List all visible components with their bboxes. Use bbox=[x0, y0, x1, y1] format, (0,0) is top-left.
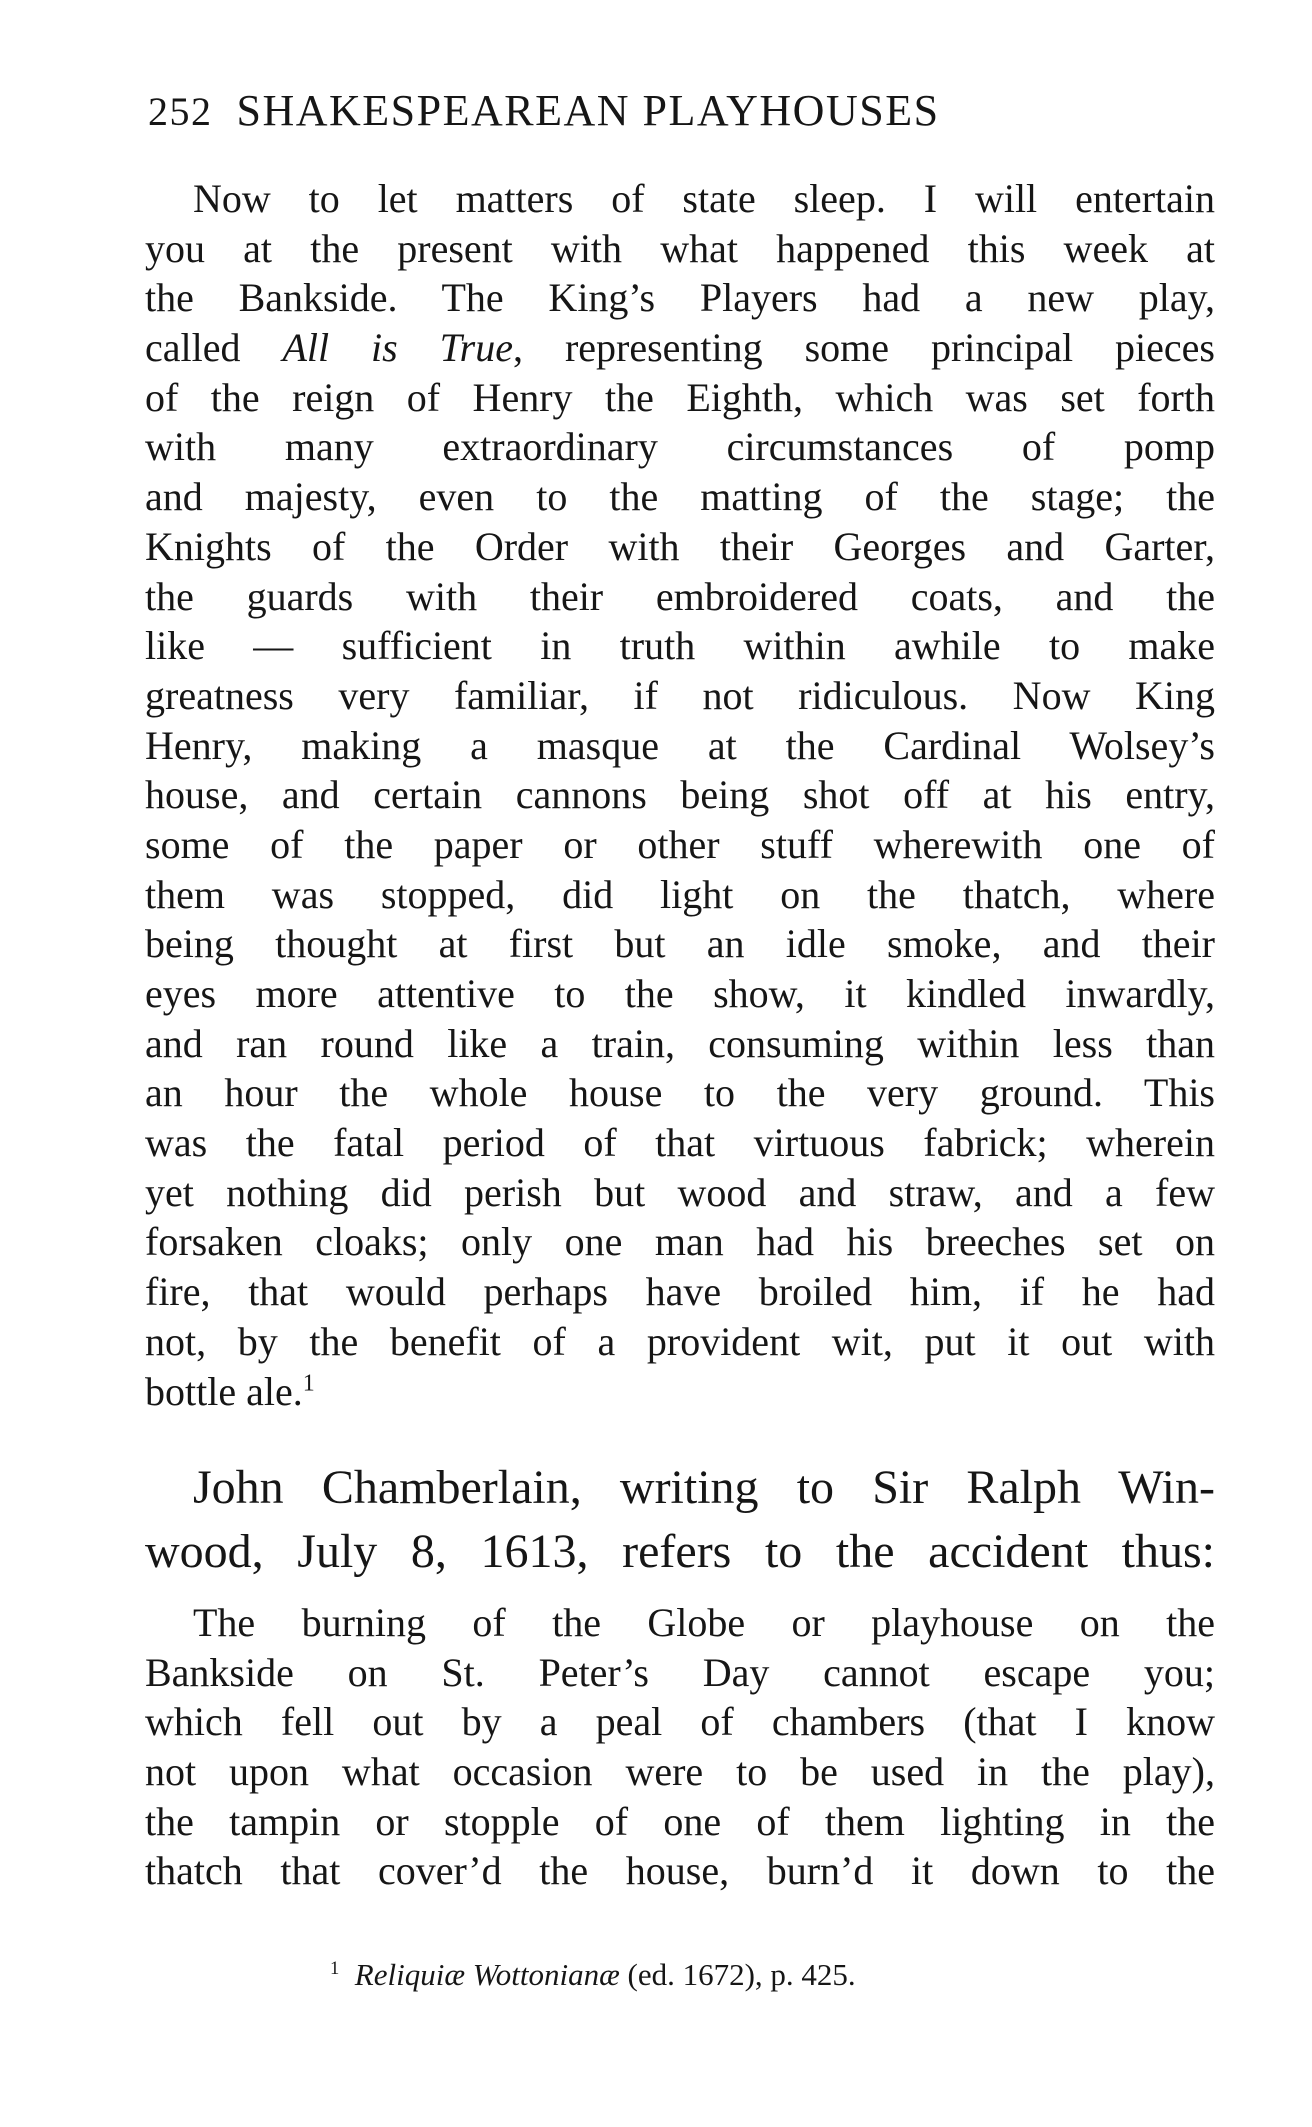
text-line: you at the present with what happened this week at bbox=[145, 225, 1215, 271]
body-paragraph bbox=[145, 1456, 1215, 1584]
text-line: with many extraordinary circumstances of pomp bbox=[145, 424, 1215, 470]
text-line bbox=[145, 1367, 1215, 1417]
footnote bbox=[330, 1955, 1130, 1995]
text-line: Now to let matters of state sleep. I will entertain bbox=[193, 176, 1215, 221]
text-line: thatch that cover’d the house, burn’d it down to the bbox=[145, 1848, 1215, 1894]
text-line: Henry, making a masque at the Cardinal Wolsey’s bbox=[145, 722, 1215, 768]
text-line: of the reign of Henry the Eighth, which was set forth bbox=[145, 374, 1215, 420]
footnote-citation: (ed. 1672), p. 425. bbox=[619, 1957, 856, 1992]
footnote-source-title: Reliquiæ Wottonianæ bbox=[354, 1957, 620, 1992]
text-line: which fell out by a peal of chambers (that I know bbox=[145, 1699, 1215, 1745]
text-line bbox=[145, 323, 1215, 373]
text-segment: , representing some principal pieces bbox=[513, 325, 1215, 371]
footnote-reference: 1 bbox=[302, 1370, 315, 1397]
text-line: not upon what occasion were to be used in the play), bbox=[145, 1749, 1215, 1795]
text-line: being thought at first but an idle smoke, and their bbox=[145, 921, 1215, 967]
text-line: an hour the whole house to the very ground. This bbox=[145, 1070, 1215, 1116]
running-head bbox=[148, 80, 1218, 143]
text-line: fire, that would perhaps have broiled him, if he had bbox=[145, 1269, 1215, 1315]
running-title: SHAKESPEAREAN PLAYHOUSES bbox=[236, 86, 940, 135]
text-line: and ran round like a train, consuming within less than bbox=[145, 1020, 1215, 1066]
text-line: some of the paper or other stuff wherewith one of bbox=[145, 821, 1215, 867]
text-line: Knights of the Order with their Georges and Garter, bbox=[145, 523, 1215, 569]
quote-chamberlain-letter bbox=[145, 1598, 1215, 1896]
page-number: 252 bbox=[148, 89, 213, 134]
text-line: the tampin or stopple of one of them lighting in the bbox=[145, 1798, 1215, 1844]
text-line: yet nothing did perish but wood and straw, and a few bbox=[145, 1169, 1215, 1215]
text-segment: bottle ale. bbox=[145, 1368, 303, 1414]
text-line: wood, July 8, 1613, refers to the accident thus: bbox=[145, 1525, 1215, 1578]
text-line: forsaken cloaks; only one man had his breeches set on bbox=[145, 1219, 1215, 1265]
text-line: house, and certain cannons being shot off at his entry, bbox=[145, 772, 1215, 818]
text-line: them was stopped, did light on the thatch, where bbox=[145, 871, 1215, 917]
text-line: The burning of the Globe or playhouse on the bbox=[193, 1600, 1215, 1645]
text-line: John Chamberlain, writing to Sir Ralph Win- bbox=[193, 1461, 1215, 1514]
text-line: Bankside on St. Peter’s Day cannot escape you; bbox=[145, 1649, 1215, 1695]
text-segment: called bbox=[145, 325, 241, 371]
text-line: the Bankside. The King’s Players had a new play, bbox=[145, 275, 1215, 321]
text-line: the guards with their embroidered coats, and the bbox=[145, 573, 1215, 619]
play-title: All is True bbox=[282, 325, 514, 371]
text-line: not, by the benefit of a provident wit, put it out with bbox=[145, 1318, 1215, 1364]
footnote-marker: 1 bbox=[330, 1957, 340, 1979]
text-line: eyes more attentive to the show, it kindled inwardly, bbox=[145, 971, 1215, 1016]
text-line: like — sufficient in truth within awhile to make bbox=[145, 623, 1215, 669]
quote-globe-fire bbox=[145, 174, 1215, 1416]
text-line: was the fatal period of that virtuous fabrick; wherein bbox=[145, 1120, 1215, 1166]
text-line: and majesty, even to the matting of the stage; the bbox=[145, 474, 1215, 520]
text-line: greatness very familiar, if not ridiculous. Now King bbox=[145, 672, 1215, 718]
